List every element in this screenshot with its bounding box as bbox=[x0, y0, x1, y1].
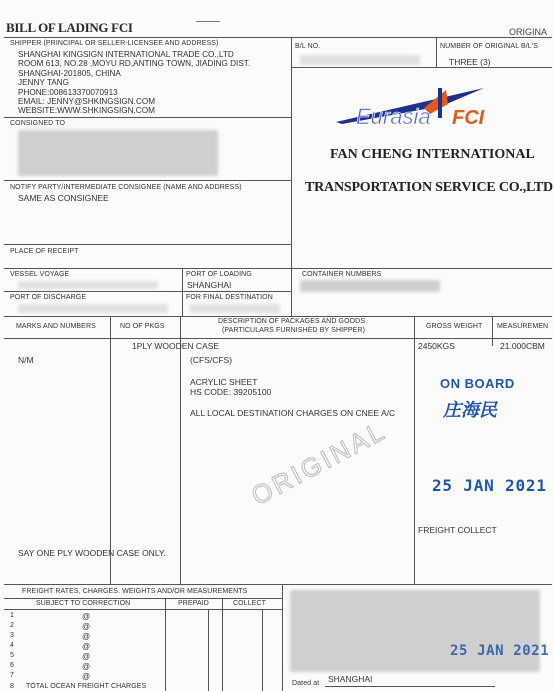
freight-row-at: @ bbox=[82, 632, 91, 641]
rule bbox=[4, 584, 552, 585]
goods-item: ACRYLIC SHEET bbox=[190, 377, 258, 387]
rule bbox=[4, 37, 552, 38]
rule bbox=[182, 268, 183, 316]
logo-text-eurasia: Eurasia bbox=[356, 104, 431, 126]
rule bbox=[180, 316, 181, 584]
rule bbox=[4, 338, 552, 339]
logo-text-fci: FCI bbox=[452, 107, 485, 126]
receipt-label: PLACE OF RECEIPT bbox=[10, 248, 79, 255]
freight-row-at: @ bbox=[82, 662, 91, 671]
rule bbox=[4, 598, 282, 599]
freight-row-at: @ bbox=[82, 672, 91, 681]
rule bbox=[436, 37, 437, 67]
vessel-label: VESSEL VOYAGE bbox=[10, 271, 70, 278]
company-logo bbox=[334, 84, 520, 126]
freight-collect: COLLECT bbox=[233, 600, 266, 607]
rule bbox=[492, 316, 493, 346]
shipper-line: PHONE:008613370070913 bbox=[18, 87, 118, 97]
goods-header-desc1: DESCRIPTION OF PACKAGES AND GOODS bbox=[218, 318, 366, 325]
goods-hs: HS CODE: 39205100 bbox=[190, 387, 272, 397]
rule bbox=[291, 37, 292, 317]
discharge-redacted bbox=[18, 304, 168, 313]
freight-row-number: 7 bbox=[10, 672, 14, 679]
rule bbox=[110, 316, 111, 584]
freight-total-label: TOTAL OCEAN FREIGHT CHARGES bbox=[26, 683, 147, 690]
goods-header-marks: MARKS AND NUMBERS bbox=[16, 323, 96, 330]
freight-header: FREIGHT RATES, CHARGES. WEIGHTS AND/OR MEASUREMENTS bbox=[22, 588, 248, 595]
shipper-line: WEBSITE:WWW.SHKINGSIGN.COM bbox=[18, 106, 155, 116]
logo-bar bbox=[438, 88, 442, 118]
loading-value: SHANGHAI bbox=[187, 280, 232, 290]
container-label: CONTAINER NUMBERS bbox=[302, 271, 382, 278]
goods-header-pkgs: NO OF PKGS bbox=[120, 323, 165, 330]
consignee-redacted bbox=[18, 130, 218, 176]
rule bbox=[165, 598, 166, 691]
rule bbox=[4, 268, 552, 269]
rule bbox=[4, 316, 552, 317]
rule bbox=[222, 598, 223, 691]
originals-value: THREE (3) bbox=[449, 57, 491, 67]
freight-row-at: @ bbox=[82, 642, 91, 651]
on-board-stamp: ON BOARD bbox=[440, 376, 515, 391]
shipper-label: SHIPPER (PRINCIPAL OR SELLER-LICENSEE AND ADDRESS) bbox=[10, 40, 219, 47]
discharge-label: PORT OF DISCHARGE bbox=[10, 294, 87, 301]
company-name-line2: TRANSPORTATION SERVICE CO.,LTD bbox=[305, 180, 553, 195]
shipper-line: EMAIL: JENNY@SHKINGSIGN.COM bbox=[18, 97, 156, 107]
freight-row-at: @ bbox=[82, 652, 91, 661]
company-name-line1: FAN CHENG INTERNATIONAL bbox=[330, 147, 535, 162]
bl-no-redacted bbox=[300, 55, 420, 65]
freight-row-number: 1 bbox=[10, 612, 14, 619]
freight-row-number: 2 bbox=[10, 622, 14, 629]
document-title: BILL OF LADING FCI bbox=[6, 20, 133, 35]
goods-say: SAY ONE PLY WOODEN CASE ONLY. bbox=[18, 548, 166, 558]
vessel-redacted bbox=[18, 281, 158, 289]
title-dash bbox=[196, 21, 220, 22]
goods-pkgs-desc: 1PLY WOODEN CASE bbox=[132, 341, 220, 351]
signature-stamp: 庄海民 bbox=[443, 400, 497, 421]
goods-freight: FREIGHT COLLECT bbox=[418, 525, 497, 535]
goods-gross: 2450KGS bbox=[418, 341, 455, 351]
originals-label: NUMBER OF ORIGINAL B/L'S bbox=[440, 43, 538, 50]
freight-row-number: 6 bbox=[10, 662, 14, 669]
rule bbox=[4, 609, 282, 610]
date-stamp-bottom: 25 JAN 2021 bbox=[450, 643, 550, 659]
shipper-block bbox=[18, 50, 250, 116]
goods-measure: 21.000CBM bbox=[500, 341, 545, 351]
rule bbox=[282, 584, 283, 691]
goods-header-desc2: (PARTICULARS FURNISHED BY SHIPPER) bbox=[222, 327, 366, 334]
rule bbox=[325, 686, 495, 687]
rule bbox=[4, 244, 291, 245]
bl-no-label: B/L NO. bbox=[295, 43, 321, 50]
notify-label: NOTIFY PARTY/INTERMEDIATE CONSIGNEE (NAME AND ADDRESS) bbox=[10, 184, 242, 191]
consigned-label: CONSIGNED TO bbox=[10, 120, 66, 127]
rule bbox=[291, 67, 552, 68]
rule bbox=[4, 117, 291, 118]
dated-label: Dated at bbox=[292, 680, 320, 687]
dated-value: SHANGHAI bbox=[328, 674, 373, 684]
goods-header-gross: GROSS WEIGHT bbox=[426, 323, 483, 330]
loading-label: PORT OF LOADING bbox=[186, 271, 252, 278]
shipper-line: SHANGHAI-201805, CHINA bbox=[18, 68, 121, 78]
goods-marks: N/M bbox=[18, 355, 34, 365]
rule bbox=[262, 609, 263, 691]
final-dest-label: FOR FINAL DESTINATION bbox=[186, 294, 273, 301]
shipper-line: JENNY TANG bbox=[18, 78, 69, 88]
goods-cfs: (CFS/CFS) bbox=[190, 355, 233, 365]
freight-row-number: 5 bbox=[10, 652, 14, 659]
freight-row-number: 4 bbox=[10, 642, 14, 649]
original-watermark: ORIGINAL bbox=[246, 415, 392, 512]
freight-row-at: @ bbox=[82, 622, 91, 631]
final-dest-redacted bbox=[190, 304, 280, 313]
freight-row-number: 8 bbox=[10, 683, 14, 690]
shipper-line: SHANGHAI KINGSIGN INTERNATIONAL TRADE CO.,LTD bbox=[18, 50, 234, 59]
freight-subject: SUBJECT TO CORRECTION bbox=[36, 600, 131, 607]
goods-header-measure: MEASUREMEN bbox=[497, 323, 549, 330]
freight-row-number: 3 bbox=[10, 632, 14, 639]
freight-row-at: @ bbox=[82, 612, 91, 621]
date-stamp: 25 JAN 2021 bbox=[432, 476, 547, 495]
freight-prepaid: PREPAID bbox=[178, 600, 209, 607]
rule bbox=[4, 291, 291, 292]
container-redacted bbox=[300, 280, 440, 292]
notify-value: SAME AS CONSIGNEE bbox=[18, 193, 109, 203]
rule bbox=[208, 609, 209, 691]
rule bbox=[414, 316, 415, 584]
agent-redacted bbox=[290, 590, 540, 672]
shipper-line: ROOM 613, NO.28 ,MOYU RD,ANTING TOWN, JIADING DIST. bbox=[18, 59, 251, 69]
original-tag: ORIGINA bbox=[509, 27, 548, 37]
goods-charges-note: ALL LOCAL DESTINATION CHARGES ON CNEE A/C bbox=[190, 408, 396, 418]
rule bbox=[4, 180, 291, 181]
